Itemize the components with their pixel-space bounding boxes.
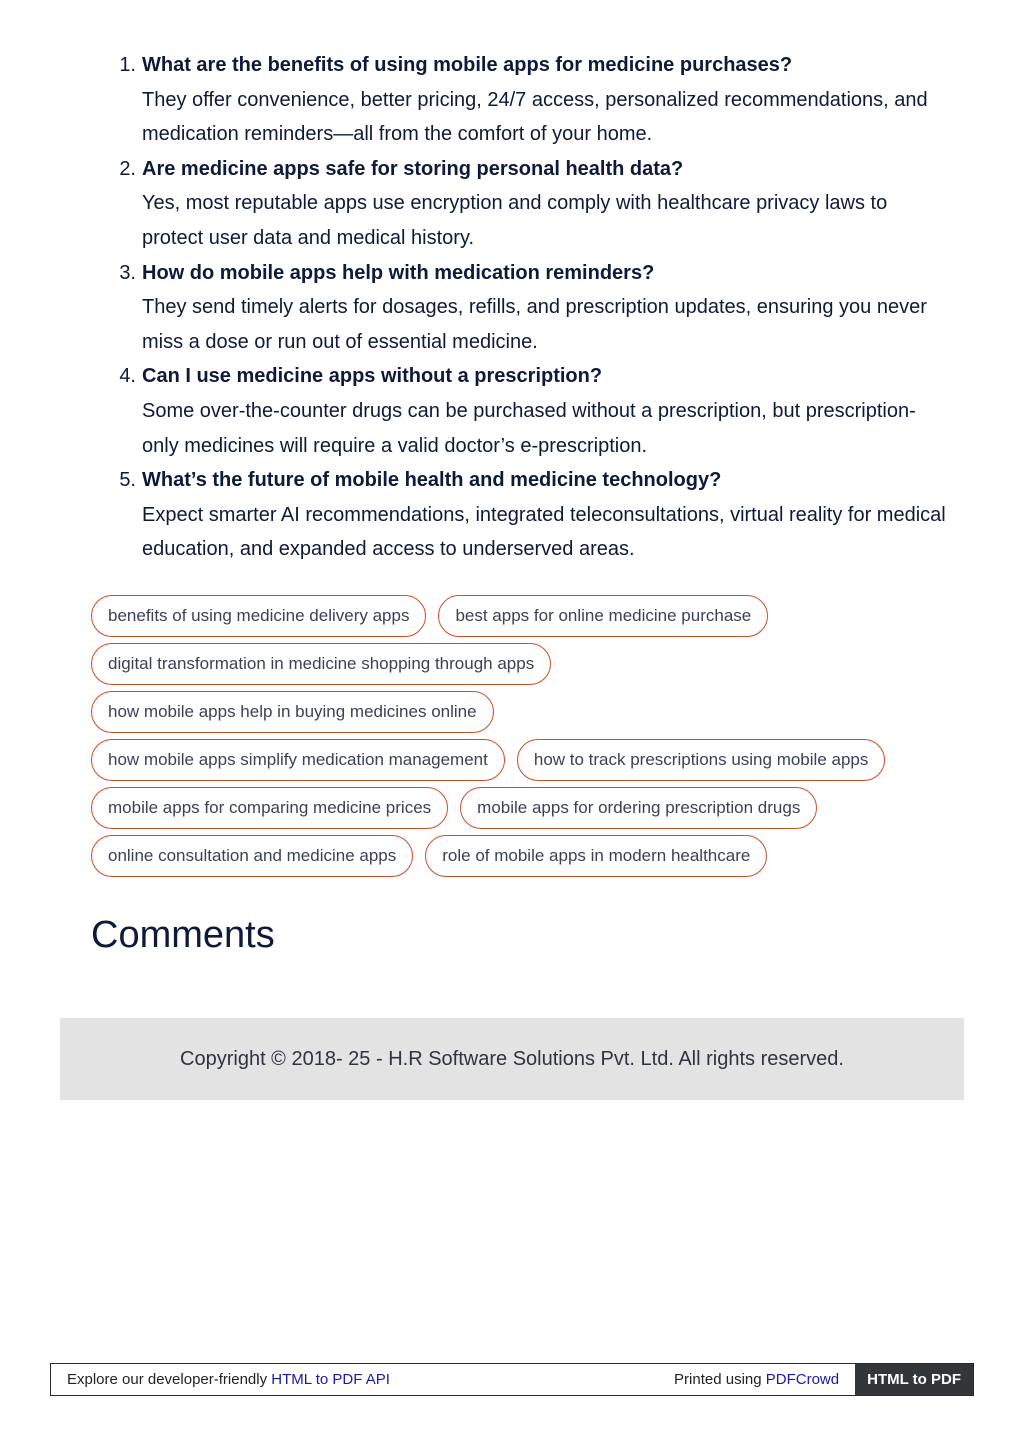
banner-promo	[51, 1371, 674, 1388]
site-footer	[60, 1018, 964, 1100]
printed-using-text: Printed using	[674, 1371, 766, 1388]
faq-item	[108, 152, 948, 256]
banner-promo-text: Explore our developer-friendly	[67, 1371, 272, 1388]
pdfcrowd-link[interactable]: PDFCrowd	[765, 1371, 840, 1388]
faq-number: 2.	[119, 157, 136, 180]
html-to-pdf-api-link[interactable]: HTML to PDF API	[271, 1371, 390, 1388]
faq-item	[108, 256, 948, 360]
faq-number: 4.	[119, 365, 136, 388]
tag-link[interactable]: digital transformation in medicine shopping through apps	[91, 643, 551, 685]
copyright-text: Copyright © 2018- 25 - H.R Software Solutions Pvt. Ltd. All rights reserved.	[180, 1047, 844, 1070]
faq-answer: Yes, most reputable apps use encryption and comply with healthcare privacy laws to protect user data and medical history.	[142, 192, 888, 249]
faq-number: 5.	[119, 469, 136, 492]
faq-question: What are the benefits of using mobile apps for medicine purchases?	[142, 54, 793, 76]
tag-cloud	[91, 595, 951, 883]
tag-link[interactable]: mobile apps for comparing medicine prices	[91, 787, 448, 829]
html-to-pdf-badge[interactable]: HTML to PDF	[855, 1364, 973, 1395]
tag-link[interactable]: how mobile apps help in buying medicines online	[91, 691, 494, 733]
faq-item	[108, 359, 948, 463]
faq-answer: Expect smarter AI recommendations, integrated teleconsultations, virtual reality for medical education, and expanded access to underserved areas.	[142, 503, 946, 561]
faq-item	[108, 48, 948, 152]
pdfcrowd-banner	[50, 1363, 974, 1396]
faq-item	[108, 463, 948, 567]
faq-answer: They send timely alerts for dosages, refills, and prescription updates, ensuring you never miss a dose or run out of essential medicine.	[142, 296, 927, 353]
tag-link[interactable]: role of mobile apps in modern healthcare	[425, 835, 767, 877]
faq-list	[108, 48, 948, 567]
faq-answer: Some over-the-counter drugs can be purchased without a prescription, but prescription-only medicines will require a valid doctor’s e-prescription.	[142, 399, 916, 457]
tag-link[interactable]: benefits of using medicine delivery apps	[91, 595, 426, 637]
tag-link[interactable]: mobile apps for ordering prescription drugs	[460, 787, 817, 829]
faq-answer: They offer convenience, better pricing, 24/7 access, personalized recommendations, and medication reminders—all from the comfort of your home.	[142, 88, 928, 146]
faq-number: 3.	[119, 261, 136, 284]
tag-link[interactable]: how to track prescriptions using mobile apps	[517, 739, 886, 781]
comments-heading: Comments	[91, 914, 275, 956]
banner-printed-using	[674, 1371, 855, 1388]
faq-question: Can I use medicine apps without a prescription?	[142, 365, 603, 388]
tag-link[interactable]: best apps for online medicine purchase	[438, 595, 768, 637]
faq-question: How do mobile apps help with medication reminders?	[142, 261, 655, 284]
faq-number: 1.	[119, 54, 136, 76]
tag-link[interactable]: how mobile apps simplify medication management	[91, 739, 505, 781]
tag-link[interactable]: online consultation and medicine apps	[91, 835, 413, 877]
faq-question: What’s the future of mobile health and medicine technology?	[142, 469, 722, 492]
faq-question: Are medicine apps safe for storing personal health data?	[142, 157, 684, 180]
